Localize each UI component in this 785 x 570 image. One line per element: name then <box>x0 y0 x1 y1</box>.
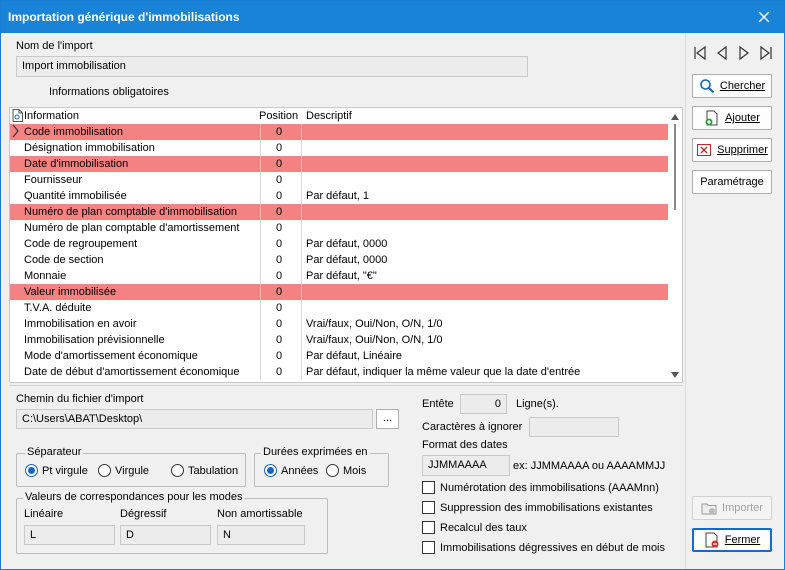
row-position: 0 <box>276 334 283 346</box>
radio-label: Virgule <box>115 464 150 477</box>
header-lines-suffix: Ligne(s). <box>516 398 559 410</box>
ajouter-button[interactable] <box>692 106 772 130</box>
table-row[interactable] <box>10 140 668 156</box>
record-navigation <box>692 45 780 61</box>
row-descriptif: Par défaut, Linéaire <box>306 350 403 362</box>
cell-divider <box>301 252 302 268</box>
cell-divider <box>301 156 302 172</box>
row-position: 0 <box>276 270 283 282</box>
row-information: Quantité immobilisée <box>24 190 127 202</box>
separator-group <box>16 446 246 487</box>
cell-divider <box>260 156 261 172</box>
row-descriptif: Par défaut, 1 <box>306 190 369 202</box>
row-position: 0 <box>276 254 283 266</box>
degressif-label: Dégressif <box>120 508 167 520</box>
cell-divider <box>260 252 261 268</box>
grid-header <box>10 108 668 124</box>
checkbox-box[interactable] <box>422 541 435 554</box>
row-information: Date d'immobilisation <box>24 158 129 170</box>
radio-pt-virgule[interactable] <box>25 464 88 477</box>
cell-divider <box>260 332 261 348</box>
col-descriptif[interactable]: Descriptif <box>306 110 352 122</box>
cell-divider <box>301 204 302 220</box>
table-row[interactable] <box>10 268 668 284</box>
radio-label: Mois <box>343 464 367 477</box>
section-title: Informations obligatoires <box>49 86 169 98</box>
radio-label: Pt virgule <box>42 464 88 477</box>
row-cursor-icon <box>12 124 20 141</box>
ajouter-label: Ajouter <box>725 112 760 124</box>
cell-divider <box>301 220 302 236</box>
cell-divider <box>301 172 302 188</box>
row-position: 0 <box>276 190 283 202</box>
cell-divider <box>260 236 261 252</box>
fermer-label: Fermer <box>724 534 761 546</box>
radio-mois[interactable] <box>326 464 366 477</box>
checkbox-label: Immobilisations dégressives en début de mois <box>440 541 666 554</box>
table-row[interactable] <box>10 316 668 332</box>
cell-divider <box>301 316 302 332</box>
cell-divider <box>260 188 261 204</box>
row-descriptif: Par défaut, "€" <box>306 270 377 282</box>
row-information: Immobilisation en avoir <box>24 318 137 330</box>
radio-virgule[interactable] <box>98 464 149 477</box>
cell-divider <box>260 140 261 156</box>
add-document-icon <box>704 110 720 126</box>
scroll-thumb[interactable] <box>674 124 676 210</box>
radio-label: Tabulation <box>188 464 239 477</box>
row-position: 0 <box>276 222 283 234</box>
cell-divider <box>260 268 261 284</box>
cell-divider <box>260 364 261 380</box>
row-information: Code immobilisation <box>24 126 124 138</box>
row-descriptif: Vrai/faux, Oui/Non, O/N, 1/0 <box>306 334 443 346</box>
cell-divider <box>301 284 302 300</box>
close-document-icon <box>704 532 720 548</box>
cell-divider <box>260 348 261 364</box>
previous-record-icon[interactable] <box>714 45 734 61</box>
row-position: 0 <box>276 206 283 218</box>
grid-rows <box>10 124 668 380</box>
cell-divider <box>301 140 302 156</box>
row-position: 0 <box>276 286 283 298</box>
table-row[interactable] <box>10 124 668 140</box>
radio-dot[interactable] <box>264 464 277 477</box>
cell-divider <box>301 124 302 140</box>
supprimer-button[interactable] <box>692 138 772 162</box>
row-descriptif: Vrai/faux, Oui/Non, O/N, 1/0 <box>306 318 443 330</box>
cell-divider <box>301 348 302 364</box>
row-information: Mode d'amortissement économique <box>24 350 198 362</box>
checkbox-degressives[interactable] <box>422 541 665 554</box>
row-information: Valeur immobilisée <box>24 286 117 298</box>
radio-annees[interactable] <box>264 464 318 477</box>
chercher-label: Chercher <box>719 80 766 92</box>
radio-dot[interactable] <box>326 464 339 477</box>
non-amortissable-label: Non amortissable <box>217 508 303 520</box>
row-information: Fournisseur <box>24 174 83 186</box>
importer-label: Importer <box>722 502 763 514</box>
import-name-field[interactable]: Import immobilisation <box>16 56 528 77</box>
grid-scrollbar[interactable] <box>668 108 682 382</box>
file-grid-icon <box>12 109 23 125</box>
row-position: 0 <box>276 238 283 250</box>
cell-divider <box>260 220 261 236</box>
row-descriptif: Par défaut, 0000 <box>306 238 388 250</box>
checkbox-label: Numérotation des immobilisations (AAAMnn) <box>440 481 659 494</box>
row-position: 0 <box>276 126 283 138</box>
table-row[interactable] <box>10 220 668 236</box>
radio-dot[interactable] <box>171 464 184 477</box>
scroll-up-icon[interactable] <box>671 112 679 120</box>
last-record-icon[interactable] <box>758 45 778 61</box>
checkbox-box[interactable] <box>422 501 435 514</box>
table-row[interactable] <box>10 332 668 348</box>
row-position: 0 <box>276 302 283 314</box>
radio-dot[interactable] <box>25 464 38 477</box>
row-information: T.V.A. déduite <box>24 302 92 314</box>
import-name-label: Nom de l'import <box>16 40 93 52</box>
window-title: Importation générique d'immobilisations <box>8 10 240 24</box>
degressif-field[interactable]: D <box>120 525 211 545</box>
table-row[interactable] <box>10 172 668 188</box>
checkbox-box[interactable] <box>422 521 435 534</box>
table-row[interactable] <box>10 204 668 220</box>
ignore-chars-label: Caractères à ignorer <box>422 421 523 433</box>
cell-divider <box>260 300 261 316</box>
supprimer-label: Supprimer <box>717 144 768 156</box>
date-format-label: Format des dates <box>422 439 508 451</box>
modes-legend: Valeurs de correspondances pour les modes <box>25 491 243 503</box>
divider <box>9 385 683 386</box>
header-lines-field[interactable]: 0 <box>460 394 507 414</box>
chercher-button[interactable] <box>692 74 772 98</box>
row-position: 0 <box>276 174 283 186</box>
scroll-down-icon[interactable] <box>671 370 679 378</box>
file-path-field[interactable]: C:\Users\ABAT\Desktop\ <box>16 409 373 429</box>
information-grid[interactable] <box>9 107 683 383</box>
radio-label: Années <box>281 464 319 477</box>
cell-divider <box>260 316 261 332</box>
checkbox-numerotation[interactable] <box>422 481 659 494</box>
cell-divider <box>260 172 261 188</box>
fermer-button[interactable] <box>692 528 772 552</box>
file-path-label: Chemin du fichier d'import <box>16 393 144 405</box>
row-position: 0 <box>276 142 283 154</box>
cell-divider <box>301 364 302 380</box>
col-information[interactable]: Information <box>24 110 80 122</box>
durations-legend: Durées exprimées en <box>263 446 368 458</box>
importer-button[interactable] <box>692 496 772 520</box>
delete-icon <box>696 142 712 158</box>
table-row[interactable] <box>10 364 668 380</box>
lineaire-label: Linéaire <box>24 508 64 520</box>
table-row[interactable] <box>10 300 668 316</box>
row-information: Numéro de plan comptable d'amortissement <box>24 222 240 234</box>
ignore-chars-field[interactable] <box>529 417 619 437</box>
import-folder-icon <box>701 500 717 516</box>
row-information: Date de début d'amortissement économique <box>24 366 240 378</box>
first-record-icon[interactable] <box>692 45 712 61</box>
browse-button[interactable]: ... <box>376 409 399 429</box>
separator-legend: Séparateur <box>27 446 82 458</box>
table-row[interactable] <box>10 252 668 268</box>
row-information: Immobilisation prévisionnelle <box>24 334 165 346</box>
row-position: 0 <box>276 158 283 170</box>
row-information: Désignation immobilisation <box>24 142 155 154</box>
row-descriptif: Par défaut, indiquer la même valeur que la date d'entrée <box>306 366 581 378</box>
checkbox-label: Suppression des immobilisations existantes <box>440 501 653 514</box>
row-position: 0 <box>276 366 283 378</box>
radio-tabulation[interactable] <box>171 464 238 477</box>
row-information: Code de regroupement <box>24 238 138 250</box>
non-amortissable-field[interactable]: N <box>217 525 305 545</box>
row-position: 0 <box>276 350 283 362</box>
table-row[interactable] <box>10 156 668 172</box>
durations-group <box>254 446 389 487</box>
checkbox-box[interactable] <box>422 481 435 494</box>
row-position: 0 <box>276 318 283 330</box>
title-bar <box>1 1 784 33</box>
lineaire-field[interactable]: L <box>24 525 115 545</box>
cell-divider <box>301 332 302 348</box>
parametrage-button[interactable] <box>692 170 772 194</box>
col-position[interactable]: Position <box>259 110 299 122</box>
close-icon[interactable] <box>752 5 776 29</box>
header-lines-label: Entête <box>422 398 454 410</box>
cell-divider <box>301 236 302 252</box>
row-information: Code de section <box>24 254 104 266</box>
cell-divider <box>301 268 302 284</box>
radio-dot[interactable] <box>98 464 111 477</box>
table-row[interactable] <box>10 348 668 364</box>
row-information: Monnaie <box>24 270 67 282</box>
right-panel-separator <box>685 33 686 569</box>
checkbox-label: Recalcul des taux <box>440 521 527 534</box>
date-format-field[interactable]: JJMMAAAA <box>422 455 510 476</box>
table-row[interactable] <box>10 236 668 252</box>
cell-divider <box>260 204 261 220</box>
table-row[interactable] <box>10 284 668 300</box>
search-icon <box>699 78 715 94</box>
checkbox-recalcul[interactable] <box>422 521 527 534</box>
parametrage-label: Paramétrage <box>700 176 764 188</box>
cell-divider <box>260 284 261 300</box>
cell-divider <box>301 300 302 316</box>
table-row[interactable] <box>10 188 668 204</box>
row-information: Numéro de plan comptable d'immobilisation <box>24 206 238 218</box>
cell-divider <box>260 124 261 140</box>
cell-divider <box>301 188 302 204</box>
modes-group <box>16 491 328 554</box>
checkbox-suppression[interactable] <box>422 501 653 514</box>
date-format-example: ex: JJMMAAAA ou AAAAMMJJ <box>513 460 666 472</box>
row-descriptif: Par défaut, 0000 <box>306 254 388 266</box>
next-record-icon[interactable] <box>736 45 756 61</box>
